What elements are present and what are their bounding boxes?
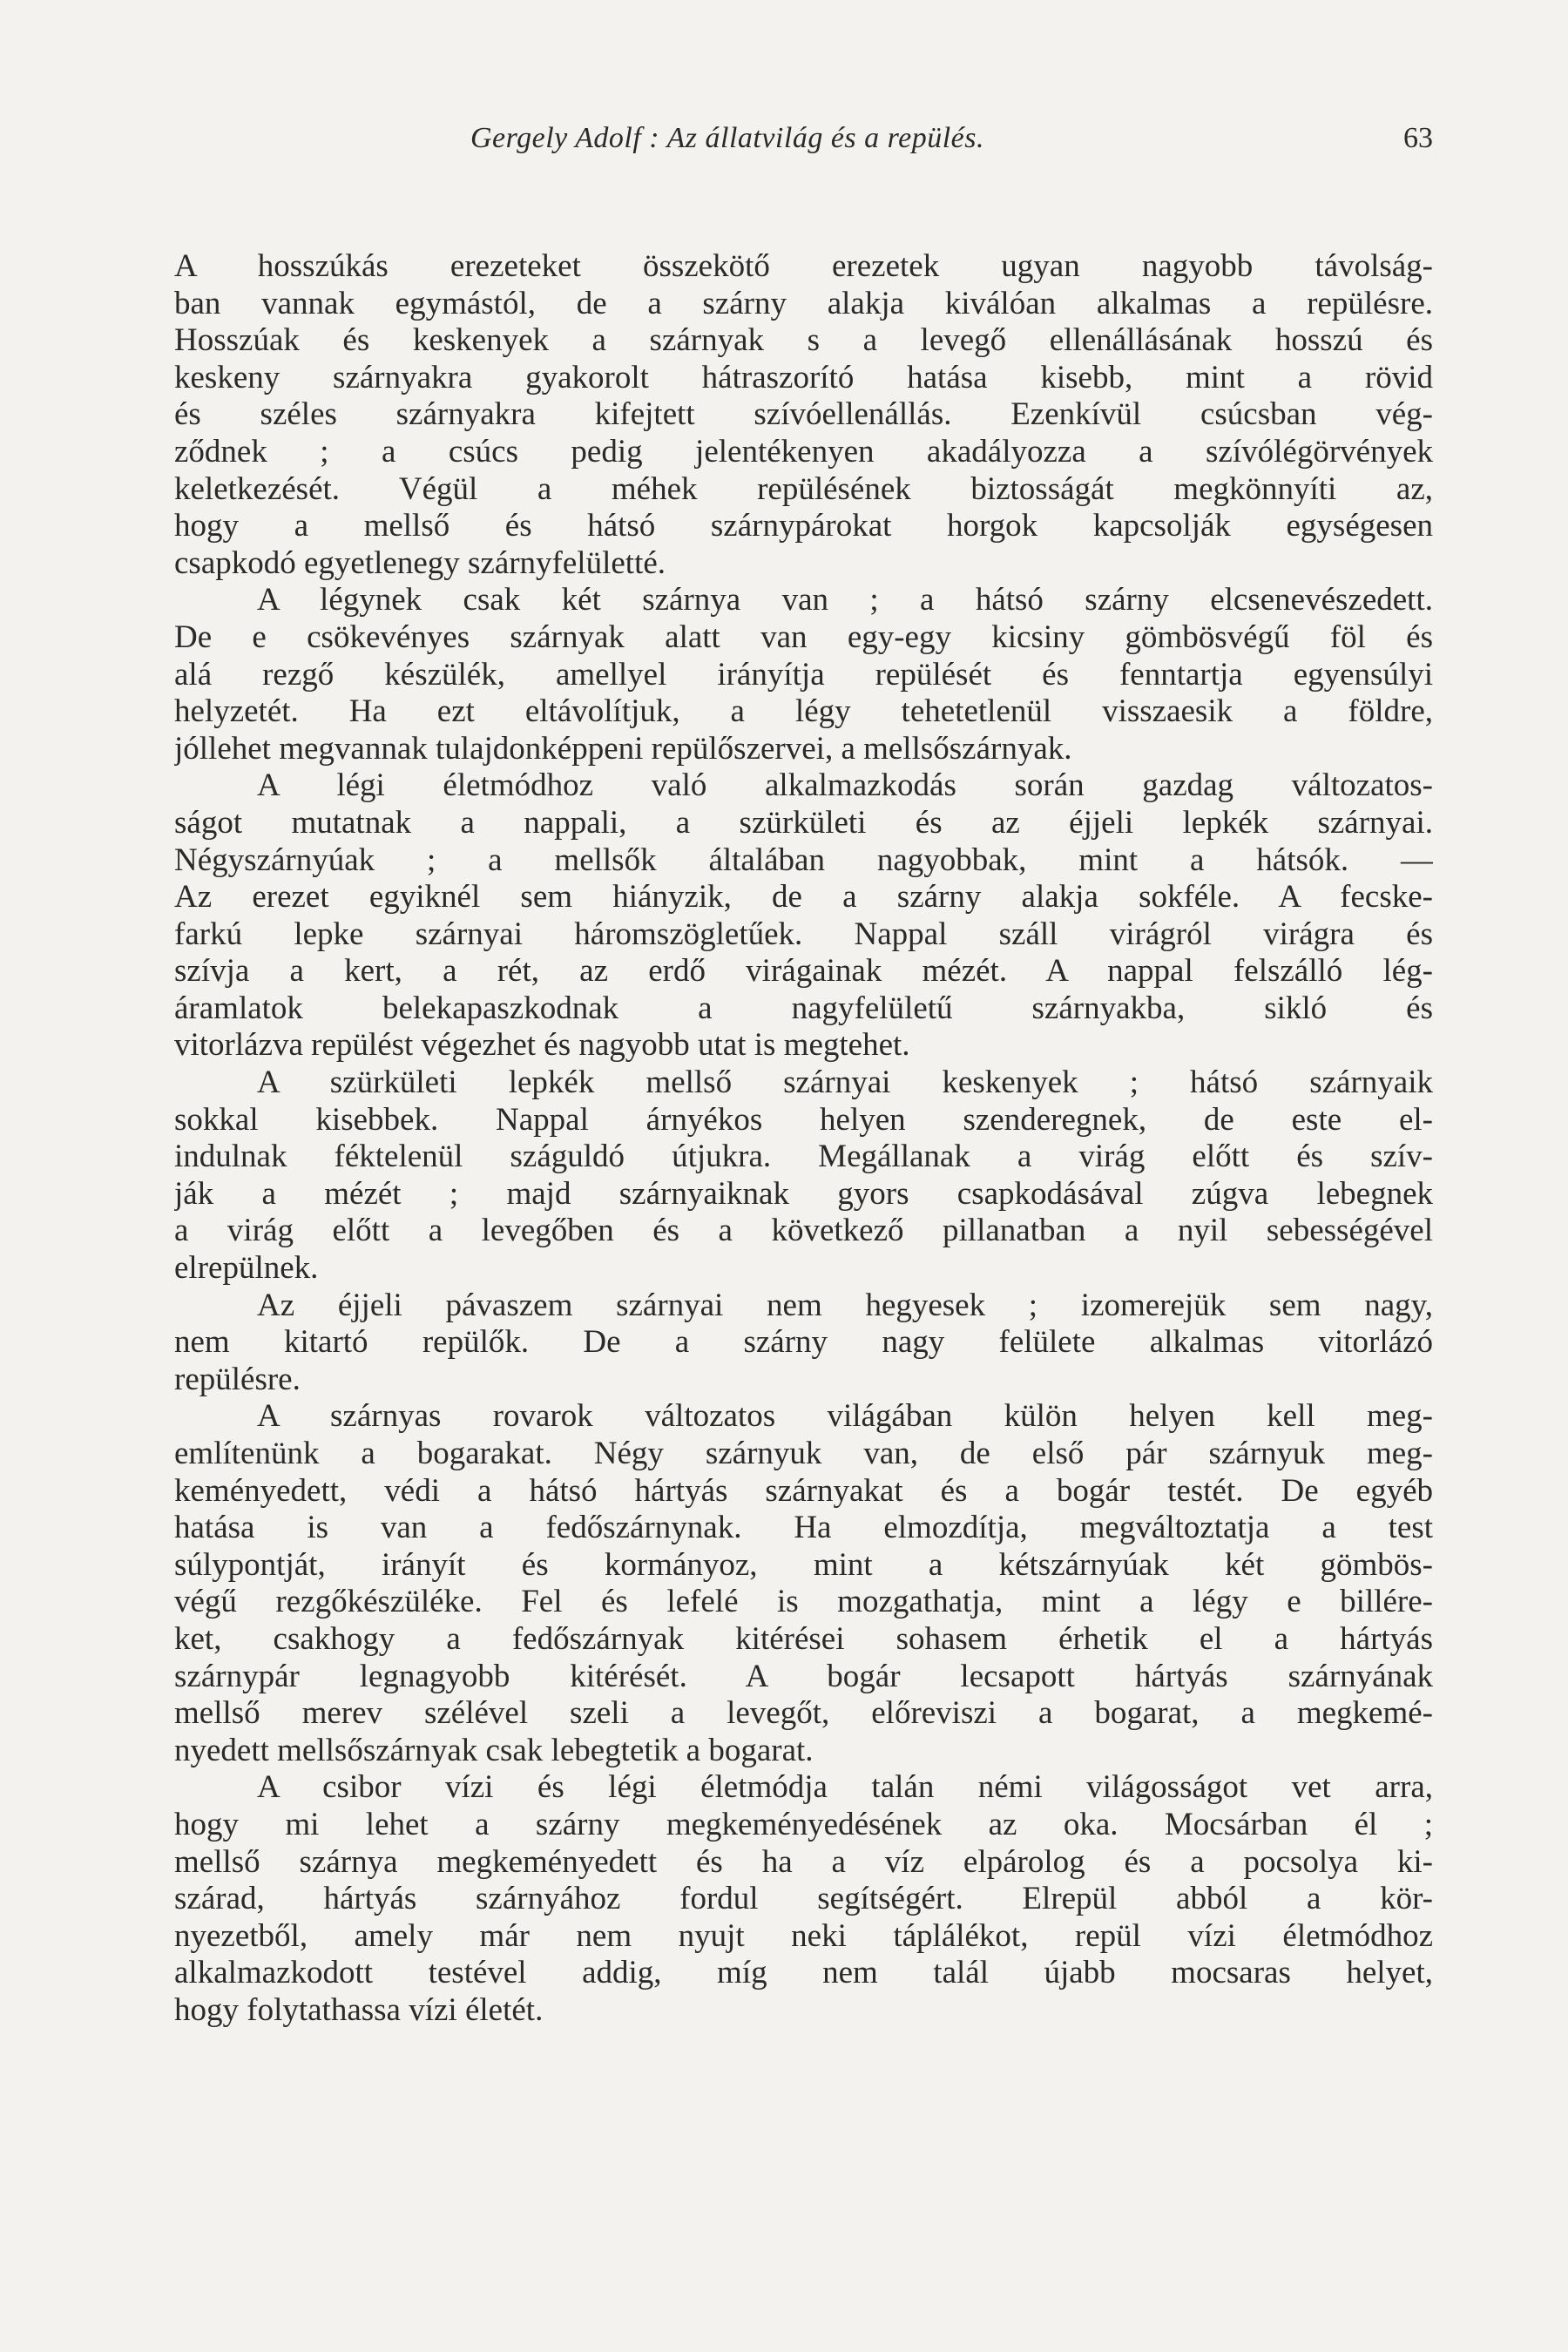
text-line: hogy a mellső és hátsó szárnypárokat horgok kapcsolják egységesen: [174, 508, 1433, 544]
text-line: A légynek csak két szárnya van ; a hátsó szárny elcsenevészedett.: [257, 582, 1433, 618]
text-line: sokkal kisebbek. Nappal árnyékos helyen szenderegnek, de este el-: [174, 1101, 1433, 1138]
text-line: a virág előtt a levegőben és a következő pillanatban a nyil sebességével: [174, 1213, 1433, 1249]
text-line: szárad, hártyás szárnyához fordul segítségért. Elrepül abból a kör-: [174, 1881, 1433, 1917]
text-line: De e csökevényes szárnyak alatt van egy-egy kicsiny gömbösvégű föl és: [174, 618, 1433, 655]
text-line: csapkodó egyetlenegy szárnyfelületté.: [174, 544, 666, 581]
text-line: A szárnyas rovarok változatos világában külön helyen kell meg-: [257, 1398, 1433, 1435]
text-line: farkú lepke szárnyai háromszögletűek. Nappal száll virágról virágra és: [174, 916, 1433, 952]
text-line: ságot mutatnak a nappali, a szürkületi és az éjjeli lepkék szárnyai.: [174, 804, 1433, 841]
text-line: A csibor vízi és légi életmódja talán némi világosságot vet arra,: [257, 1769, 1433, 1806]
text-line: keskeny szárnyakra gyakorolt hátraszorító hatása kisebb, mint a rövid: [174, 359, 1433, 395]
paragraph: [174, 1398, 1433, 1769]
paragraph: [174, 767, 1433, 1064]
text-line: repülésre.: [174, 1361, 301, 1397]
text-line: Az erezet egyiknél sem hiányzik, de a szárny alakja sokféle. A fecske-: [174, 879, 1433, 916]
text-line: keményedett, védi a hátsó hártyás szárnyakat és a bogár testét. De egyéb: [174, 1472, 1433, 1509]
text-line: végű rezgőkészüléke. Fel és lefelé is mozgathatja, mint a légy e billére-: [174, 1584, 1433, 1620]
text-line: keletkezését. Végül a méhek repülésének biztosságát megkönnyíti az,: [174, 470, 1433, 507]
text-line: szárnypár legnagyobb kitérését. A bogár lecsapott hártyás szárnyának: [174, 1658, 1433, 1694]
text-line: nem kitartó repülők. De a szárny nagy felülete alkalmas vitorlázó: [174, 1324, 1433, 1361]
text-line: A légi életmódhoz való alkalmazkodás során gazdag változatos-: [257, 767, 1433, 804]
body-text: [174, 248, 1433, 2030]
text-line: áramlatok belekapaszkodnak a nagyfelületű szárnyakba, sikló és: [174, 990, 1433, 1026]
text-line: Négyszárnyúak ; a mellsők általában nagyobbak, mint a hátsók. —: [174, 841, 1433, 878]
text-line: hatása is van a fedőszárnynak. Ha elmozdítja, megváltoztatja a test: [174, 1510, 1433, 1546]
text-line: helyzetét. Ha ezt eltávolítjuk, a légy tehetetlenül visszaesik a földre,: [174, 693, 1433, 730]
text-line: Hosszúak és keskenyek a szárnyak s a levegő ellenállásának hosszú és: [174, 322, 1433, 359]
text-line: elrepülnek.: [174, 1250, 319, 1287]
text-line: említenünk a bogarakat. Négy szárnyuk van, de első pár szárnyuk meg-: [174, 1436, 1433, 1471]
paragraph: [174, 248, 1433, 582]
text-line: nyezetből, amely már nem nyujt neki táplálékot, repül vízi életmódhoz: [174, 1917, 1433, 1954]
text-line: A hosszúkás erezeteket összekötő erezetek ugyan nagyobb távolság-: [174, 248, 1433, 284]
text-line: ződnek ; a csúcs pedig jelentékenyen akadályozza a szívólégörvények: [174, 433, 1433, 470]
text-line: Az éjjeli pávaszem szárnyai nem hegyesek ; izomerejük sem nagy,: [257, 1287, 1433, 1323]
paragraph: [174, 1769, 1433, 2029]
text-line: A szürkületi lepkék mellső szárnyai keskenyek ; hátsó szárnyaik: [257, 1064, 1433, 1101]
text-line: ban vannak egymástól, de a szárny alakja kiválóan alkalmas a repülésre.: [174, 285, 1433, 321]
text-line: vitorlázva repülést végezhet és nagyobb utat is megtehet.: [174, 1027, 910, 1064]
page-number: 63: [1403, 122, 1433, 154]
text-line: szívja a kert, a rét, az erdő virágainak mézét. A nappal felszálló lég-: [174, 953, 1433, 990]
paragraph: [174, 582, 1433, 767]
text-line: jóllehet megvannak tulajdonképpeni repülőszervei, a mellsőszárnyak.: [174, 730, 1072, 767]
text-line: ket, csakhogy a fedőszárnyak kitérései sohasem érhetik el a hártyás: [174, 1620, 1433, 1657]
text-line: alá rezgő készülék, amellyel irányítja repülését és fenntartja egyensúlyi: [174, 656, 1433, 693]
paragraph: [174, 1288, 1433, 1399]
text-line: hogy folytathassa vízi életét.: [174, 1991, 544, 2028]
text-line: nyedett mellsőszárnyak csak lebegtetik a bogarat.: [174, 1732, 814, 1768]
text-line: mellső szárnya megkeményedett és ha a víz elpárolog és a pocsolya ki-: [174, 1843, 1433, 1880]
text-line: ják a mézét ; majd szárnyaiknak gyors csapkodásával zúgva lebegnek: [174, 1175, 1433, 1212]
text-line: alkalmazkodott testével addig, míg nem talál újabb mocsaras helyet,: [174, 1955, 1433, 1991]
running-head: [174, 122, 1433, 174]
paragraph: [174, 1064, 1433, 1288]
text-line: hogy mi lehet a szárny megkeményedésének az oka. Mocsárban él ;: [174, 1806, 1433, 1842]
running-title: Gergely Adolf : Az állatvilág és a repülés.: [470, 122, 984, 154]
text-line: és széles szárnyakra kifejtett szívóellenállás. Ezenkívül csúcsban vég-: [174, 396, 1433, 433]
text-line: súlypontját, irányít és kormányoz, mint a kétszárnyúak két gömbös-: [174, 1546, 1433, 1583]
text-line: mellső merev szélével szeli a levegőt, előreviszi a bogarat, a megkemé-: [174, 1695, 1433, 1732]
text-line: indulnak féktelenül száguldó útjukra. Megállanak a virág előtt és szív-: [174, 1139, 1433, 1175]
